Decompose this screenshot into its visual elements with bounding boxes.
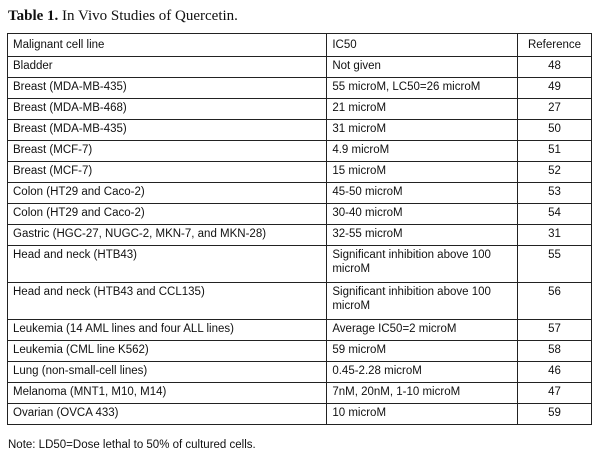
reference-cell: 55 bbox=[518, 246, 592, 283]
header-reference: Reference bbox=[518, 34, 592, 57]
reference-cell: 58 bbox=[518, 341, 592, 362]
header-cell-line: Malignant cell line bbox=[8, 34, 327, 57]
reference-cell: 51 bbox=[518, 141, 592, 162]
ic50-cell: 31 microM bbox=[327, 120, 518, 141]
cell-line-cell: Breast (MCF-7) bbox=[8, 141, 327, 162]
cell-line-cell: Gastric (HGC-27, NUGC-2, MKN-7, and MKN-28) bbox=[8, 225, 327, 246]
reference-cell: 56 bbox=[518, 283, 592, 320]
table-title: In Vivo Studies of Quercetin. bbox=[62, 8, 238, 24]
cell-line-cell: Leukemia (14 AML lines and four ALL lines) bbox=[8, 320, 327, 341]
reference-cell: 54 bbox=[518, 204, 592, 225]
ic50-cell: 21 microM bbox=[327, 99, 518, 120]
cell-line-cell: Breast (MDA-MB-468) bbox=[8, 99, 327, 120]
table-row bbox=[8, 99, 592, 120]
table-row bbox=[8, 57, 592, 78]
reference-cell: 57 bbox=[518, 320, 592, 341]
table-row bbox=[8, 383, 592, 404]
cell-line-cell: Melanoma (MNT1, M10, M14) bbox=[8, 383, 327, 404]
cell-line-cell: Colon (HT29 and Caco-2) bbox=[8, 204, 327, 225]
table-body bbox=[8, 57, 592, 425]
table-row bbox=[8, 246, 592, 283]
table-row bbox=[8, 404, 592, 425]
table-row bbox=[8, 141, 592, 162]
ic50-cell: 32-55 microM bbox=[327, 225, 518, 246]
ic50-cell: Not given bbox=[327, 57, 518, 78]
cell-line-cell: Breast (MCF-7) bbox=[8, 162, 327, 183]
ic50-cell: Average IC50=2 microM bbox=[327, 320, 518, 341]
reference-cell: 50 bbox=[518, 120, 592, 141]
table-row bbox=[8, 283, 592, 320]
cell-line-cell: Ovarian (OVCA 433) bbox=[8, 404, 327, 425]
reference-cell: 48 bbox=[518, 57, 592, 78]
reference-cell: 46 bbox=[518, 362, 592, 383]
table-row bbox=[8, 183, 592, 204]
ic50-cell: Significant inhibition above 100 microM bbox=[327, 283, 518, 320]
table-note: Note: LD50=Dose lethal to 50% of cultured cells. bbox=[8, 439, 256, 451]
cell-line-cell: Leukemia (CML line K562) bbox=[8, 341, 327, 362]
cell-line-cell: Colon (HT29 and Caco-2) bbox=[8, 183, 327, 204]
ic50-cell: 4.9 microM bbox=[327, 141, 518, 162]
ic50-cell: 30-40 microM bbox=[327, 204, 518, 225]
table-row bbox=[8, 225, 592, 246]
ic50-cell: 0.45-2.28 microM bbox=[327, 362, 518, 383]
header-ic50: IC50 bbox=[327, 34, 518, 57]
cell-line-cell: Lung (non-small-cell lines) bbox=[8, 362, 327, 383]
cell-line-cell: Breast (MDA-MB-435) bbox=[8, 120, 327, 141]
table-label: Table 1. bbox=[8, 8, 59, 24]
quercetin-studies-table bbox=[7, 33, 592, 425]
ic50-cell: 10 microM bbox=[327, 404, 518, 425]
reference-cell: 47 bbox=[518, 383, 592, 404]
reference-cell: 59 bbox=[518, 404, 592, 425]
table-row bbox=[8, 162, 592, 183]
reference-cell: 49 bbox=[518, 78, 592, 99]
table-row bbox=[8, 341, 592, 362]
ic50-cell: 7nM, 20nM, 1-10 microM bbox=[327, 383, 518, 404]
table-row bbox=[8, 120, 592, 141]
cell-line-cell: Breast (MDA-MB-435) bbox=[8, 78, 327, 99]
cell-line-cell: Head and neck (HTB43) bbox=[8, 246, 327, 283]
table-row bbox=[8, 204, 592, 225]
table-caption bbox=[8, 6, 238, 26]
table-row bbox=[8, 78, 592, 99]
ic50-cell: 45-50 microM bbox=[327, 183, 518, 204]
table-row bbox=[8, 320, 592, 341]
ic50-cell: Significant inhibition above 100 microM bbox=[327, 246, 518, 283]
ic50-cell: 15 microM bbox=[327, 162, 518, 183]
reference-cell: 53 bbox=[518, 183, 592, 204]
ic50-cell: 59 microM bbox=[327, 341, 518, 362]
cell-line-cell: Bladder bbox=[8, 57, 327, 78]
cell-line-cell: Head and neck (HTB43 and CCL135) bbox=[8, 283, 327, 320]
table-row bbox=[8, 362, 592, 383]
reference-cell: 31 bbox=[518, 225, 592, 246]
table-header-row bbox=[8, 34, 592, 57]
reference-cell: 27 bbox=[518, 99, 592, 120]
reference-cell: 52 bbox=[518, 162, 592, 183]
ic50-cell: 55 microM, LC50=26 microM bbox=[327, 78, 518, 99]
